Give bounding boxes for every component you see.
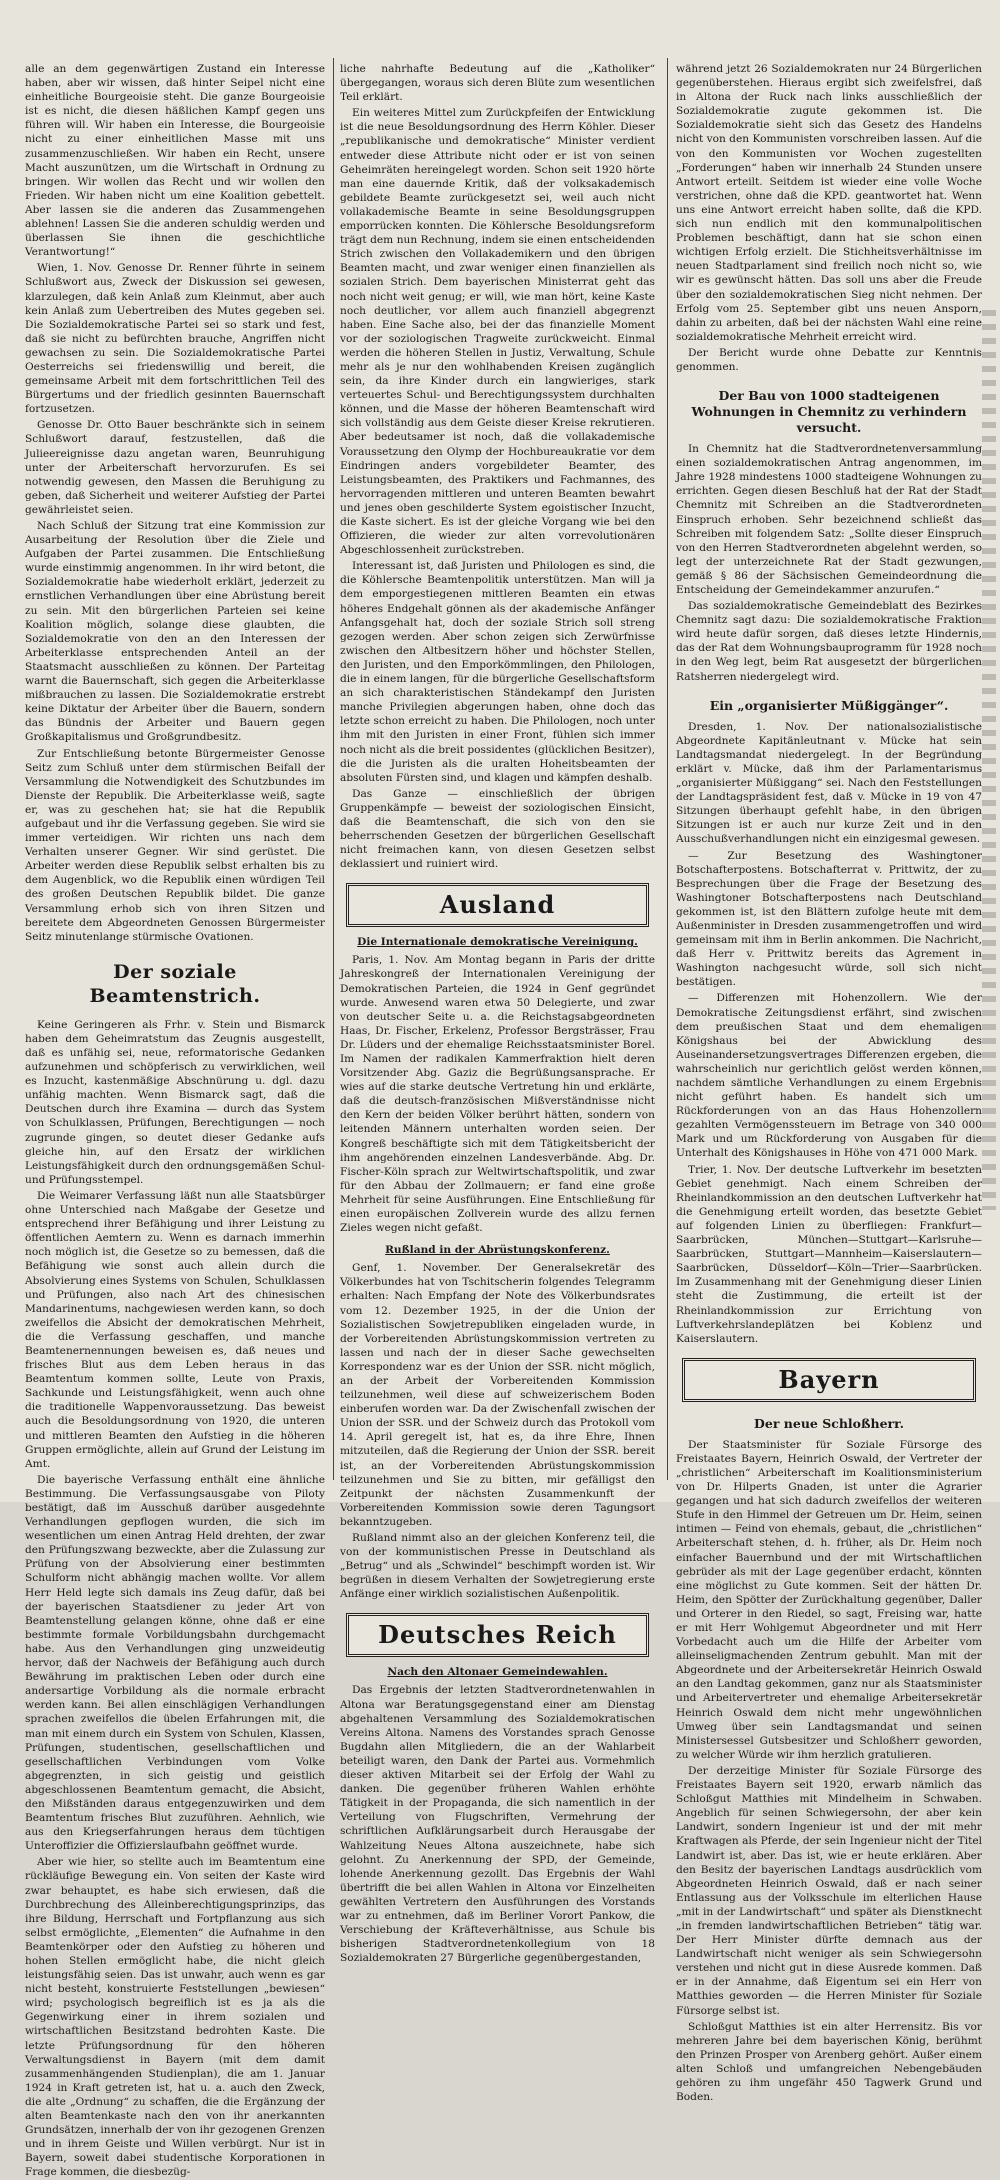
paragraph: Ein weiteres Mittel zum Zurückpfeifen der Entwicklung ist die neue Besoldungsordnung des Herrn Köhler. Dieser „republikanische und demokratische“ Minister verdient entweder diese Attribute nicht oder er ist von seinen Geheimräten hereingelegt worden. Schon seit 1920 hörte man eine dauernde Kritik, daß der volksakademisch gebildete Beamte zurückgesetzt sei, weil auch nicht vollakademische Beamte in seine Besoldungsgruppen emporrücken konnten. Die Köhlersche Besoldungsreform trägt dem nun Rechnung, indem sie einen entscheidenden Strich zwischen den Vollakademikern und den übrigen Beamten macht, und zwar weniger einen finanziellen als sozialen Strich. Dem bayerischen Ministerrat geht das noch nicht weit genug; er will, wie man hört, keine Kaste noch deutlicher, vor allem auch finanziell abgegrenzt haben. Eine Sache also, bei der das finanzielle Moment vor der soziologischen Tragweite zurückweicht. Einmal werden die höheren Stellen in Justiz, Verwaltung, Schule mehr als je nur den wohlhabenden Kreisen zugänglich sein, da ihre Kinder durch ein langwieriges, stark verteuertes Schul- und Berechtigungssystem durchhalten können, und die Masse der höheren Beamtenschaft wird sich vollständig aus dem Geiste dieser Kreise rekrutieren. Aber bedeutsamer ist noch, daß die vollakademische Voraussetzung den Olymp der Hochbureaukratie vor dem Eindringen anders vorgebildeter Beamter, des Leistungsbeamten, des Praktikers und Fachmannes, des hervorragenden mittleren und unteren Beamten bewahrt und jenes oben geschilderte System egoistischer Inzucht, die Kaste sichert. Es ist der gleiche Vorgang wie bei den Offizieren, die wieder zur alten vorrevolutionären Abgeschlossenheit zurückstreben.: [340, 107, 655, 557]
section-header-bayern: Bayern: [682, 1358, 976, 1402]
paragraph: Der derzeitige Minister für Soziale Fürsorge des Freistaates Bayern seit 1920, erwarb nämlich das Schloßgut Matthies mit Mindelheim in Schwaben. Angeblich für seinen Schwiegersohn, der aber kein Landwirt, sondern Ingenieur ist und der mit mehr Kraftwagen als Pferde, der sein Ingenieur nicht der Titel Landwirt ist, aber. Das ist, wie er heute erklären. Aber den Besitz der bayerischen Landtags ausdrücklich vom Abgeordneten Heinrich Oswald, daß er nach seiner Entlassung aus der Volksschule im elterlichen Hause „mit in der Landwirtschaft“ und später als Dienstknecht „in fremden landwirtschaftlichen Betrieben“ tätig war. Der Herr Minister dürfte demnach aus der Landwirtschaft nicht weniger als sein Schwiegersohn verstehen und nicht gut in diese Ausrede kommen. Daß er in der Annahme, daß Eigentum sei ein Herr von Matthies geworden — die Herren Minister für Soziale Fürsorge selbst ist.: [676, 1764, 982, 2017]
paragraph: Interessant ist, daß Juristen und Philologen es sind, die die Köhlersche Beamtenpolitik unterstützen. Man will ja dem emporgestiegenen mittleren Beamten ein etwas höheres Endgehalt gönnen als der akademische Anfänger Anfangsgehalt hat, doch der soziale Strich soll streng gezogen werden. Aber schon zeigen sich Zerwürfnisse zwischen den Altbesitzern höher und höchster Stellen, den Juristen, und den Emporkömmlingen, den Philologen, die in einem langen, für die bürgerliche Gesellschaftsform an sich charakteristischen Ständekampf den Juristen manche Privilegien abgerungen haben, ohne doch das letzte schon erreicht zu haben. Die Philologen, noch unter ihm mit den Juristen in einer Front, fühlen sich immer noch nicht als die breit possidentes (glücklichen Besitzer), die die Juristen als die uralten Hoheitsbeamten der absoluten Fürsten sind, und klagen und kämpfen deshalb.: [340, 560, 656, 784]
paragraph: Die bayerische Verfassung enthält eine ähnliche Bestimmung. Die Verfassungsausgabe von Piloty bestätigt, daß im Ausschuß darüber ausgedehnte Verhandlungen gepflogen wurden, die sich im wesentlichen um einen Antrag Held drehten, der zwar den Prüfungszwang bezweckte, aber die Zulassung zur Prüfung von der Absolvierung einer bestimmten Schulform nicht abhängig machen wollte. Vor allem Herr Held legte sich damals ins Zeug dafür, daß bei der bayerischen Staatsdiener zu jeder Art von Beamtenstellung gelangen könne, ohne daß er eine bestimmte formale Vorbildungsbahn durchgemacht habe. Aus den Verhandlungen ging unzweideutig hervor, daß der Nachweis der Befähigung auch durch Bewährung im praktischen Leben oder durch eine andersartige Vorbildung als die normale erbracht werden kann. Bei allen einschlägigen Verhandlungen sprachen zweifellos die übelen Erfahrungen mit, die man mit einem durch ein System von Schulen, Klassen, Prüfungen, studentischen, gesellschaftlichen und gesellschaftlichen Verbindungen vom Volke abgegrenzten, in sich geistig und geistlich abgeschlossenen Beamtentum gemacht, die Absicht, den Mißständen daraus entgegenzuwirken und dem Beamtentum frisches Blut zuzuführen. Aehnlich, wie aus den Kriegserfahrungen heraus dem tüchtigen Unteroffizier die Offizierslaufbahn geöffnet wurde.: [25, 1473, 325, 1853]
paragraph: Schloßgut Matthies ist ein alter Herrensitz. Bis vor mehreren Jahre bei dem bayerischen König, berühmt den Prinzen Prosper von Arenberg gehört. Außer einem alten Schloß und umfangreichen Nebengebäuden gehören zu ihm ungefähr 450 Tagwerk Grund und Boden.: [676, 2020, 982, 2104]
column-3: [676, 62, 982, 2104]
paragraph: Das Ganze — einschließlich der übrigen Gruppenkämpfe — beweist der soziologischen Einsicht, daß die Beamtenschaft, die sich von den sie beherrschenden Gesetzen der bürgerlichen Gesellschaft nicht freimachen kann, von diesen Gesetzen selbst deklassiert und ruiniert wird.: [340, 787, 655, 871]
section-header-deutsches-reich: Deutsches Reich: [346, 1613, 649, 1657]
paragraph: In Chemnitz hat die Stadtverordnetenversammlung einen sozialdemokratischen Antrag angenommen, im Jahre 1928 mindestens 1000 stadteigene Wohnungen zu errichten. Gegen diesen Beschluß hat der Rat der Stadt Chemnitz mit Schreiben an die Stadtverordneten Einspruch erhoben. Sehr bezeichnend schließt das Schreiben mit folgendem Satz: „Sollte dieser Einspruch von den Herren Stadtverordneten abgelehnt werden, so legt der unterzeichnete Rat der Stadt gezwungen, gemäß § 86 der Sächsischen Gemeindeordnung die Entscheidung der Gemeindekammer anzurufen.“: [676, 443, 982, 596]
column-1: [25, 62, 325, 2179]
paragraph: liche nahrhafte Bedeutung auf die „Katholiker“ übergegangen, woraus sich deren Blüte zum wesentlichen Teil erklärt.: [340, 63, 655, 104]
article-headline: Der neue Schloßherr.: [754, 1415, 904, 1431]
paragraph: während jetzt 26 Sozialdemokraten nur 24 Bürgerlichen gegenüberstehen. Hieraus ergibt sich zweifelsfrei, daß in Altona der Ruck nach links ausschließlich der Sozialdemokratie zugute gekommen ist. Die Sozialdemokratie sieht sich das Gesetz des Handelns nicht von den Kommunisten vorschreiben lassen. Auf die von den Kommunisten vor Wochen zugestellten „Forderungen“ haben wir innerhalb 24 Stunden unsere Antwort erteilt. Seitdem ist wieder eine volle Woche verstrichen, ohne daß die KPD. geantwortet hat. Wenn uns eine Antwort erreicht haben sollte, daß die KPD. sich nun endlich mit den kommunalpolitischen Problemen beschäftigt, dann hat sie schon einen wichtigen Erfolg erzielt. Die Stichheitsverhältnisse im neuen Stadtparlament sind freilich noch nicht so, wie wir es gewünscht hätten. Das soll uns aber die Freude über den sozialdemokratischen Sieg nicht nehmen. Der Erfolg vom 25. September gibt uns neuen Ansporn, dahin zu arbeiten, daß bei der nächsten Wahl eine reine sozialdemokratische Mehrheit erreicht wird.: [676, 63, 982, 343]
paragraph: Die Weimarer Verfassung läßt nun alle Staatsbürger ohne Unterschied nach Maßgabe der Gesetze und entsprechend ihrer Befähigung und ihrer Leistung zu öffentlichen Aemtern zu. Wenn es darnach immerhin noch möglich ist, die Gesetze so zu bemessen, daß die Befähigung wie sonst auch allein durch die Absolvierung eines Systems von Schulen, Schulklassen und Prüfungen, also nach Art des chinesischen Mandarinentums, nachgewiesen werden kann, so doch zweifellos die Absicht der demokratischen Mehrheit, die die Verfassung geschaffen, und manche Beamtenernennungen beweisen es, daß neues und frisches Blut aus dem Leben heraus in das Beamtentum kommen sollte, Leute von Praxis, Sachkunde und Leistungsfähigkeit, wenn auch ohne die traditionelle Wappenvoraussetzung. Das beweist auch die Besoldungsordnung von 1920, die unteren und mittleren Beamten den Aufstieg in die höheren Gruppen ermöglichte, allein auf Grund der Leistung im Amt.: [25, 1189, 325, 1470]
article-headline: Rußland in der Abrüstungskonferenz.: [385, 1244, 610, 1257]
column-rule: [333, 58, 334, 1480]
paragraph: alle an dem gegenwärtigen Zustand ein Interesse haben, aber wir wissen, daß hinter Seipel nicht eine einheitliche Bourgeoisie steht. Die ganze Bourgeoisie ist es nicht, die diesen häßlichen Kampf gegen uns führen will. Wir haben ein Interesse, die Bourgeoisie nicht zu einer einheitlichen Masse mit uns zusammenzuschließen. Wir haben ein Recht, unsere Macht auszunützen, um die Wirtschaft in Ordnung zu bringen. Wir wollen das Recht und wir wollen den Frieden. Wir haben nicht um eine Koalition gebettelt. Aber lassen sie die anderen das Zusammengehen ablehnen! Lassen Sie die anderen schuldig werden und überlassen Sie ihnen die geschichtliche Verantwortung!“: [25, 63, 325, 259]
paragraph: Das Ergebnis der letzten Stadtverordnetenwahlen in Altona war Beratungsgegenstand einer am Dienstag abgehaltenen Versammlung des Sozialdemokratischen Vereins Altona. Namens des Vorstandes sprach Genosse Bugdahn allen Mitgliedern, die an der Wahlarbeit beteiligt waren, den Dank der Partei aus. Vormehmlich dieser aktiven Mitarbeit sei der Erfolg der Wahl zu danken. Die gegenüber früheren Wahlen erhöhte Tätigkeit in der Propaganda, die sich namentlich in der Verteilung von Flugschriften, Vermehrung der schriftlichen Aufklärungsarbeit durch Herausgabe der Wahlzeitung Neues Altona auszeichnete, habe sich gelohnt. Zu Anerkennung der SPD, der Gemeinde, lohende Anerkennung gezollt. Das Ergebnis der Wahl übertrifft die bei allen Wahlen in Altona vor Einzelheiten gewählten Vertretern den Ausführungen des Vorstands war zu entnehmen, daß im Berliner Vorort Pankow, die Verschiebung der Kräfteverhältnisse, aus Schule bis bisherigen Stadtverordnetenkollegium von 18 Sozialdemokraten 27 Bürgerliche gegenübergestanden,: [340, 1684, 655, 1965]
scan-edge-shadow: [982, 310, 996, 1210]
paragraph: Rußland nimmt also an der gleichen Konferenz teil, die von der kommunistischen Presse in Deutschland als „Betrug“ und als „Schwindel“ beschimpft worden ist. Wir begrüßen in diesem Verhalten der Sowjetregierung erste Anfänge einer wirklich sozialistischen Außenpolitik.: [340, 1532, 655, 1601]
paragraph: Der Bericht wurde ohne Debatte zur Kenntnis genommen.: [676, 346, 982, 373]
article-headline: Der soziale Beamtenstrich.: [89, 960, 261, 1007]
paragraph: — Zur Besetzung des Washingtoner Botschafterpostens. Botschafterrat v. Prittwitz, der zu Besprechungen über die Frage der Besetzung des Washingtoner Botschafterpostens nach Deutschland gekommen ist, ist den Blättern zufolge heute mit dem Außenminister in Dresden zusammengetroffen und wird gemeinsam mit ihm in Berlin ankommen. Die Nachricht, daß Herr v. Prittwitz bereits das Agrement in Washington nachgesucht würde, soll sich nicht bestätigen.: [676, 849, 982, 989]
paragraph: Das sozialdemokratische Gemeindeblatt des Bezirkes Chemnitz sagt dazu: Die sozialdemokratische Fraktion wird heute dafür sorgen, daß dieses letzte Hindernis, das der Rat dem Wohnungsbauprogramm für 1928 noch in den Weg legt, beim Rat ausgesetzt der bürgerlichen Ratsherren niedergelegt wird.: [676, 600, 982, 683]
column-rule: [667, 58, 668, 1480]
paragraph: Nach Schluß der Sitzung trat eine Kommission zur Ausarbeitung der Resolution über die Ziele und Aufgaben der Partei zusammen. Die Entschließung wurde einstimmig angenommen. In ihr wird betont, die Sozialdemokratie habe wiederholt erklärt, jederzeit zu ernstlichen Verhandlungen über eine Abrüstung bereit zu sein. Mit den bürgerlichen Parteien sei keine Koalition möglich, solange diese glaubten, die Sozialdemokratie von den an den Interessen der Arbeiterklasse entsprechenden Anteil an der Staatsmacht ausschließen zu können. Der Parteitag warnt die Bauernschaft, sich gegen die Arbeiterklasse mißbrauchen zu lassen. Die Sozialdemokratie erstrebt keine Diktatur der Arbeiter über die Bauern, sondern das Bündnis der Arbeiter und Bauern gegen Großkapitalismus und Großgrundbesitz.: [25, 520, 325, 744]
section-header-ausland: Ausland: [346, 883, 649, 927]
paragraph: Paris, 1. Nov. Am Montag begann in Paris der dritte Jahreskongreß der Internationalen Vereinigung der Demokratischen Parteien, die 1924 in Genf gegründet wurde. Anwesend waren etwa 50 Delegierte, und zwar von deutscher Seite u. a. die Reichstagsabgeordneten Haas, Dr. Fischer, Erkelenz, Professor Bergsträsser, Frau Dr. Lüders und der ehemalige Reichsstaatsminister Borel. Im Namen der radikalen Kammerfraktion hielt deren Vorsitzender Abg. Gaziz die Begrüßungsansprache. Er wies auf die starke deutsche Vertretung hin und erklärte, daß die deutsch-französischen Mißverständnisse nicht den Kern der beiden Völker berührt hätten, sondern von leitenden Männern unterhalten worden seien. Der Kongreß beschäftigte sich mit dem Tätigkeitsbericht der ihm angehörenden einzelnen Landesverbände. Abg. Dr. Fischer-Köln sprach zur Weltwirtschaftspolitik, und zwar für den Abbau der Zollmauern; er fand eine große Mehrheit für seine Ausführungen. Eine Entschließung für einen europäischen Zollverein wurde des allzu fernen Zieles wegen nicht gefaßt.: [340, 954, 655, 1235]
paragraph: Genf, 1. November. Der Generalsekretär des Völkerbundes hat von Tschitscherin folgendes Telegramm erhalten: Nach Empfang der Note des Völkerbundsrates vom 12. Dezember 1925, in der die Union der Sozialistischen Sowjetrepubliken eingeladen wurde, in der Vorbereitenden Abrüstungskommission vertreten zu lassen und nach der in dieser Sache gewechselten Korrespondenz war es der Union der SSR. nicht möglich, an der Arbeit der Vorbereitenden Kommission teilzunehmen, weil diese auf schweizerischem Boden einberufen worden war. Da der Zwischenfall zwischen der Union der SSR. und der Schweiz durch das Protokoll vom 14. April geregelt ist, hat es, da ihre Ehre, Ihnen mitzuteilen, daß die Regierung der Union der SSR. bereit ist, an der Vorbereitenden Abrüstungskommission teilzunehmen und Sie zu bitten, mir gefälligst den Zeitpunkt der nächsten Zusammenkunft der Vorbereitenden Kommission sowie deren Tagungsort bekanntzugeben.: [340, 1262, 655, 1528]
article-headline: Ein „organisierter Müßiggänger“.: [709, 697, 949, 713]
paragraph: — Differenzen mit Hohenzollern. Wie der Demokratische Zeitungsdienst erfährt, sind zwischen dem preußischen Staat und dem ehemaligen Königshaus bei der Abwicklung des Auseinandersetzungsvertrages Differenzen ergeben, die wahrscheinlich nur gerichtlich gelöst werden können, nachdem sämtliche Verhandlungen zu einem Ergebnis nicht geführt haben. Es handelt sich um Rückforderungen von an das Haus Hohenzollern gezahlten Vermögenssteuern im Betrage von 340 000 Mark und um Rückforderung von Ausgaben für die Unterhalt des Königshauses in Höhe von 471 000 Mark.: [676, 992, 982, 1160]
paragraph: Der Staatsminister für Soziale Fürsorge des Freistaates Bayern, Heinrich Oswald, der Vertreter der „christlichen“ Arbeiterschaft im Koalitionsministerium von Dr. Hilperts Gnaden, ist unter die Agrarier gegangen und hat sich dadurch zweifellos der weiteren Stufe in den Himmel der Getreuen um Dr. Heim, seinen intimen — Feind von ehemals, gebaut, die „christlichen“ Arbeiterschaft stehen, d. h. früher, als Dr. Heim noch einfacher Bauernbund und der mit Wirtschaftlichen gebrüder als mit der Lage gegenüber erdacht, könnten eine möglichst zu Gute kommen. Seit der hätten Dr. Heim, den Spötter der Zurückhaltung gegenüber, Daller und Orterer in den Riedel, so sagt, Freising war, hatte er mit Herr Wohlgemut Abgeordneter und mit Herr Vorbedacht auch um die Hilfe der Arbeiter vom alleinseligmachenden Zentrum gebuhlt. Man mit der Abgeordnete und der Arbeitersekretär Heinrich Oswald an den Landtag gekommen, ganz nur als Staatsminister und Arbeitervertreter und ehemalige Arbeitersekretär Heinrich Oswald dem nicht mehr ungewöhnlichen Umweg über sein Landtagsmandat und seinen Ministersessel Gutsbesitzer und Schloßherr geworden, zu welcher Würde wir ihm herzlich gratulieren.: [676, 1438, 982, 1761]
paragraph: Keine Geringeren als Frhr. v. Stein und Bismarck haben dem Geheimratstum das Zeugnis ausgestellt, daß es unfähig sei, neue, reformatorische Gedanken aufzunehmen und schöpferisch zu verwirklichen, weil es Inzucht, kastenmäßige Abschnürung u. dgl. dazu unfähig machten. Wenn Bismarck sagt, daß die Deutschen durch ihre Examina — durch das System von Schulklassen, Prüfungen, Berechtigungen — noch zugrunde gingen, so deutet dieser Gedanke aufs gleiche hin, auf den Ersatz der wirklichen Leistungsfähigkeit durch den ordnungsgemäßen Schul- und Prüfungsstempel.: [25, 1018, 325, 1186]
paragraph: Zur Entschließung betonte Bürgermeister Genosse Seitz zum Schluß unter dem stürmischen Beifall der Versammlung die Notwendigkeit des Schutzbundes im Dienste der Republik. Die Arbeiterklasse weiß, sagte er, was zu geschehen hat; sie hat die Republik aufgebaut und ihr die Verfassung gegeben. Sie wird sie immer verteidigen. Wir richten uns nach dem Verhalten unserer Gegner. Wir sind gerüstet. Die Arbeiter werden diese Republik selbst erhalten bis zu dem Augenblick, wo die Republik einen würdigen Teil des großen Deutschen Republik bildet. Die ganze Versammlung erhob sich von ihren Sitzen und bereitete dem Abgeordneten Genossen Bürgermeister Seitz minutenlange stürmische Ovationen.: [25, 747, 325, 943]
paragraph: Genosse Dr. Otto Bauer beschränkte sich in seinem Schlußwort darauf, festzustellen, daß die Julieereignisse dazu angetan waren, Beunruhigung unter der Arbeiterschaft hervorzurufen. Es sei notwendig gewesen, den Massen die Beruhigung zu geben, daß Sicherheit und weiterer Aufstieg der Partei gewährleistet seien.: [25, 419, 325, 516]
article-headline: Die Internationale demokratische Vereinigung.: [357, 936, 638, 949]
article-headline: Der Bau von 1000 stadteigenen Wohnungen in Chemnitz zu verhindern versucht.: [691, 388, 967, 436]
paragraph: Dresden, 1. Nov. Der nationalsozialistische Abgeordnete Kapitänleutnant v. Mücke hat sein Landtagsmandat niedergelegt. In der Begründung erklärt v. Mücke, daß ihm der Parlamentarismus „organisierter Müßiggang“ sei. Nach den Feststellungen der Landtagspräsident fest, daß v. Mücke in 19 von 47 Sitzungen überhaupt gefehlt habe, in den übrigen Sitzungen ist er auch nur kurze Zeit und in den Ausschußverhandlungen nicht ein einzigesmal gewesen.: [676, 720, 982, 846]
paragraph: Wien, 1. Nov. Genosse Dr. Renner führte in seinem Schlußwort aus, Zweck der Diskussion sei gewesen, klarzulegen, daß kein Anlaß zum Kleinmut, aber auch kein Anlaß zum Uebertreiben des Mutes gegeben sei. Die Sozialdemokratische Partei sei so stark und fest, daß sie nicht zu befürchten brauche, Angriffen nicht gewachsen zu sein. Die Sozialdemokratische Partei Oesterreichs sei friedenswillig und bereit, die gemeinsame Arbeit mit dem fortschrittlichen Teil des Bürgertums und der friedlich gesinnten Bauernschaft fortzusetzen.: [25, 262, 325, 416]
column-2: [340, 62, 656, 1965]
paragraph: Aber wie hier, so stellte auch im Beamtentum eine rückläufige Bewegung ein. Von seiten der Kaste wird zwar behauptet, es habe sich erwiesen, daß die Durchbrechung des Alleinberechtigungsprinzips, das ihre Bildung, Herrschaft und Fortpflanzung aus sich selbst ermöglichte, „Elementen“ die Aufnahme in den Beamtenkörper oder den Aufstieg zu höheren und hohen Stellen ermöglicht habe, die nicht gleich leistungsfähig seien. Das ist unwahr, auch wenn es gar nicht besteht, konstruierte Feststellungen „bewiesen“ wird; psychologisch begreiflich ist es ja als die Gegenwirkung einer in ihrem sozialen und wirtschaftlichen Besitzstand bedrohten Kaste. Die letzte Prüfungsordnung für den höheren Verwaltungsdienst in Bayern (mit dem damit zusammenhängenden Studienplan), die am 1. Januar 1924 in Kraft getreten ist, hat u. a. auch den Zweck, die alte „Ordnung“ zu schaffen, die die Ergänzung der alten Beamtenkaste nach den von ihr anerkannten Grundsätzen, innerhalb der von ihr gezogenen Grenzen und in ihrem Geiste und Willen verbürgt. Nur ist in Bayern, soweit dabei studentische Korporationen in Frage kommen, die diesbezüg-: [25, 1856, 325, 2179]
article-headline: Nach den Altonaer Gemeindewahlen.: [387, 1666, 608, 1679]
paragraph: Trier, 1. Nov. Der deutsche Luftverkehr im besetzten Gebiet genehmigt. Nach einem Schreiben der Rheinlandkommission an den deutschen Luftverkehr hat die Genehmigung erteilt worden, das besetzte Gebiet auf folgenden Linien zu überfliegen: Frankfurt—Saarbrücken, München—Stuttgart—Karlsruhe—Saarbrücken, Stuttgart—Mannheim—Kaiserslautern—Saarbrücken, Düsseldorf—Köln—Trier—Saarbrücken. Im Zusammenhang mit der Genehmigung dieser Linien steht die Zustimmung, die erteilt ist der Rheinlandkommission zur Errichtung von Luftverkehrslandeplätzen bei Koblenz und Kaiserslautern.: [676, 1163, 982, 1345]
